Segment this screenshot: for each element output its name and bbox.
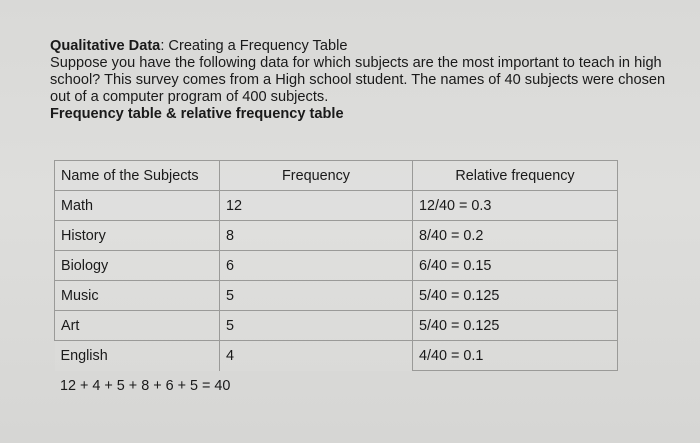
relative-cell: 4/40 = 0.1 <box>413 341 618 371</box>
table-row <box>55 341 618 371</box>
subject-cell: English <box>55 341 220 371</box>
header-subject: Name of the Subjects <box>55 161 220 191</box>
intro-block <box>50 38 680 123</box>
relative-cell: 12/40 = 0.3 <box>413 191 618 221</box>
header-relative-frequency: Relative frequency <box>413 161 618 191</box>
relative-cell: 6/40 = 0.15 <box>413 251 618 281</box>
title-rest: : Creating a Frequency Table <box>160 38 348 54</box>
sum-line: 12 + 4 + 5 + 8 + 6 + 5 = 40 <box>60 378 231 394</box>
frequency-cell: 12 <box>220 191 413 221</box>
table-row <box>55 311 618 341</box>
frequency-cell: 5 <box>220 281 413 311</box>
title-bold: Qualitative Data <box>50 38 161 54</box>
relative-cell: 8/40 = 0.2 <box>413 221 618 251</box>
header-frequency: Frequency <box>220 161 413 191</box>
subject-cell: Biology <box>55 251 220 281</box>
frequency-cell: 8 <box>220 221 413 251</box>
description-paragraph: Suppose you have the following data for which subjects are the most important to teach in high school? This survey comes from a High school student. The names of 40 subjects were chosen out of a computer program of 400 subjects. <box>50 55 666 105</box>
table-row <box>55 191 618 221</box>
frequency-cell: 5 <box>220 311 413 341</box>
subject-cell: History <box>55 221 220 251</box>
table-row <box>55 281 618 311</box>
frequency-cell: 6 <box>220 251 413 281</box>
frequency-cell: 4 <box>220 341 413 371</box>
subject-cell: Math <box>55 191 220 221</box>
relative-cell: 5/40 = 0.125 <box>413 281 618 311</box>
document-title <box>50 38 680 55</box>
table-row <box>55 251 618 281</box>
section-heading: Frequency table & relative frequency table <box>50 106 344 122</box>
table-row <box>55 221 618 251</box>
frequency-table <box>54 160 618 371</box>
subject-cell: Art <box>55 311 220 341</box>
table-header-row <box>55 161 618 191</box>
subject-cell: Music <box>55 281 220 311</box>
relative-cell: 5/40 = 0.125 <box>413 311 618 341</box>
